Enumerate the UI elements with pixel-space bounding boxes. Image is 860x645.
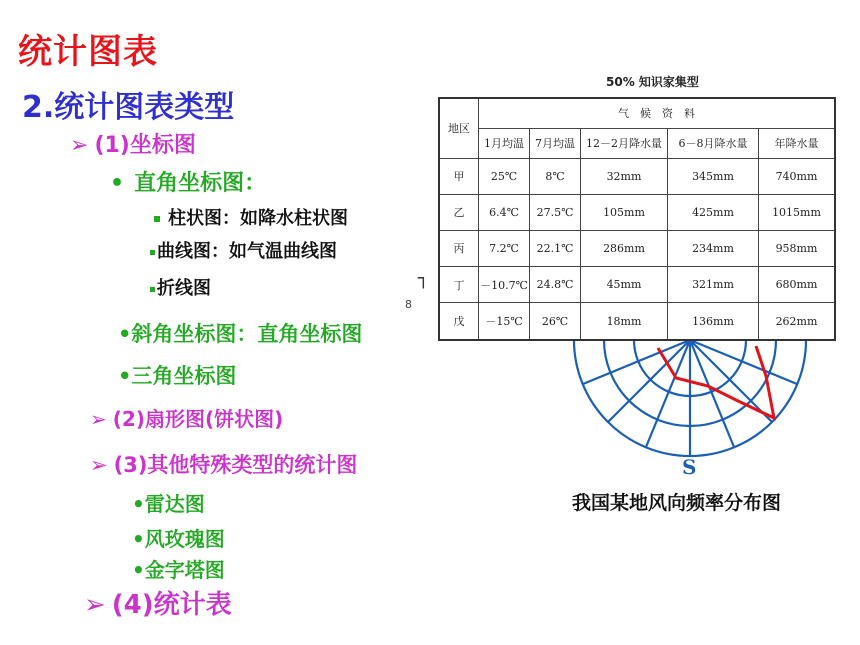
arrow-bullet-icon: ➢ xyxy=(90,453,108,477)
arrow-bullet-icon: ➢ xyxy=(90,407,107,431)
table-cell: 8℃ xyxy=(530,158,581,194)
item-rose-chart: •风玫瑰图 xyxy=(132,527,225,551)
table-cell: 25℃ xyxy=(479,158,530,194)
item-special-chart xyxy=(90,449,357,479)
table-cell: 戊 xyxy=(439,303,479,340)
column-header: 6－8月降水量 xyxy=(668,128,759,158)
table-cell: 26℃ xyxy=(530,303,581,340)
table-cell: 740mm xyxy=(759,158,836,194)
table-cell: 32mm xyxy=(581,158,668,194)
table-cell: 24.8℃ xyxy=(530,267,581,303)
rose-south-label: S xyxy=(682,455,697,479)
slide-title: 统计图表 xyxy=(18,32,158,72)
table-cell: 丁 xyxy=(439,267,479,303)
table-row xyxy=(439,303,835,340)
item-oblique-chart: •斜角坐标图：直角坐标图 xyxy=(118,322,363,346)
table-row xyxy=(439,267,835,303)
item-curve-chart xyxy=(150,237,337,263)
climate-data-table xyxy=(438,97,836,341)
item-statistics-table xyxy=(84,584,232,621)
table-cell: 345mm xyxy=(668,158,759,194)
cropped-chart-fragment: ┐ xyxy=(418,268,429,289)
table-row xyxy=(439,230,835,266)
table-cell: 27.5℃ xyxy=(530,194,581,230)
table-cell: 22.1℃ xyxy=(530,230,581,266)
item-label: 柱状图：如降水柱状图 xyxy=(168,208,348,229)
dot-bullet-icon: • xyxy=(110,171,125,196)
column-header: 1月均温 xyxy=(479,128,530,158)
table-cell: 45mm xyxy=(581,267,668,303)
table-cell: 1015mm xyxy=(759,194,836,230)
item-label: (4)统计表 xyxy=(111,590,232,620)
table-cell: 丙 xyxy=(439,230,479,266)
table-cell: 680mm xyxy=(759,267,836,303)
table-column-row xyxy=(439,128,835,158)
item-coordinate-chart xyxy=(70,128,196,159)
item-label: 直角坐标图： xyxy=(134,171,267,196)
item-label: (2)扇形图(饼状图) xyxy=(112,407,284,431)
cropped-header-text: 50% 知识家集型 xyxy=(606,75,699,89)
table-cell: 234mm xyxy=(668,230,759,266)
square-bullet-icon xyxy=(154,216,160,222)
table-cell: 321mm xyxy=(668,267,759,303)
table-cell: 6.4℃ xyxy=(479,194,530,230)
table-cell: －10.7℃ xyxy=(479,267,530,303)
table-cell: 262mm xyxy=(759,303,836,340)
rose-caption: 我国某地风向频率分布图 xyxy=(572,492,782,514)
item-sector-chart xyxy=(90,403,283,432)
column-header: 7月均温 xyxy=(530,128,581,158)
item-label: 曲线图：如气温曲线图 xyxy=(157,241,337,262)
item-pyramid-chart: •金字塔图 xyxy=(132,558,225,582)
table-cell: 乙 xyxy=(439,194,479,230)
item-rect-chart xyxy=(110,166,266,197)
table-cell: 286mm xyxy=(581,230,668,266)
arrow-bullet-icon: ➢ xyxy=(70,133,89,158)
arrow-bullet-icon: ➢ xyxy=(84,590,106,620)
table-cell: 425mm xyxy=(668,194,759,230)
square-bullet-icon xyxy=(150,287,155,292)
table-header-row xyxy=(439,98,835,128)
side-number: 8 xyxy=(405,298,412,311)
column-header: 12－2月降水量 xyxy=(581,128,668,158)
table-row xyxy=(439,194,835,230)
table-cell: 136mm xyxy=(668,303,759,340)
item-label: (3)其他特殊类型的统计图 xyxy=(113,453,358,477)
item-radar-chart: •雷达图 xyxy=(132,492,205,516)
item-label: 折线图 xyxy=(157,278,211,299)
square-bullet-icon xyxy=(150,250,155,255)
table-cell: 7.2℃ xyxy=(479,230,530,266)
item-triangle-chart: •三角坐标图 xyxy=(118,364,237,388)
table-cell: 甲 xyxy=(439,158,479,194)
group-header-cell: 气 候 资 料 xyxy=(479,98,836,128)
region-header-cell: 地区 xyxy=(439,98,479,158)
item-line-chart xyxy=(150,274,211,300)
table-cell: 18mm xyxy=(581,303,668,340)
item-bar-chart xyxy=(154,204,348,230)
table-cell: 958mm xyxy=(759,230,836,266)
rose-axis-sw xyxy=(608,340,690,422)
table-row xyxy=(439,158,835,194)
item-label: (1)坐标图 xyxy=(94,133,196,158)
table-cell: 105mm xyxy=(581,194,668,230)
table-cell: －15℃ xyxy=(479,303,530,340)
column-header: 年降水量 xyxy=(759,128,836,158)
section-heading: 2.统计图表类型 xyxy=(22,90,235,125)
